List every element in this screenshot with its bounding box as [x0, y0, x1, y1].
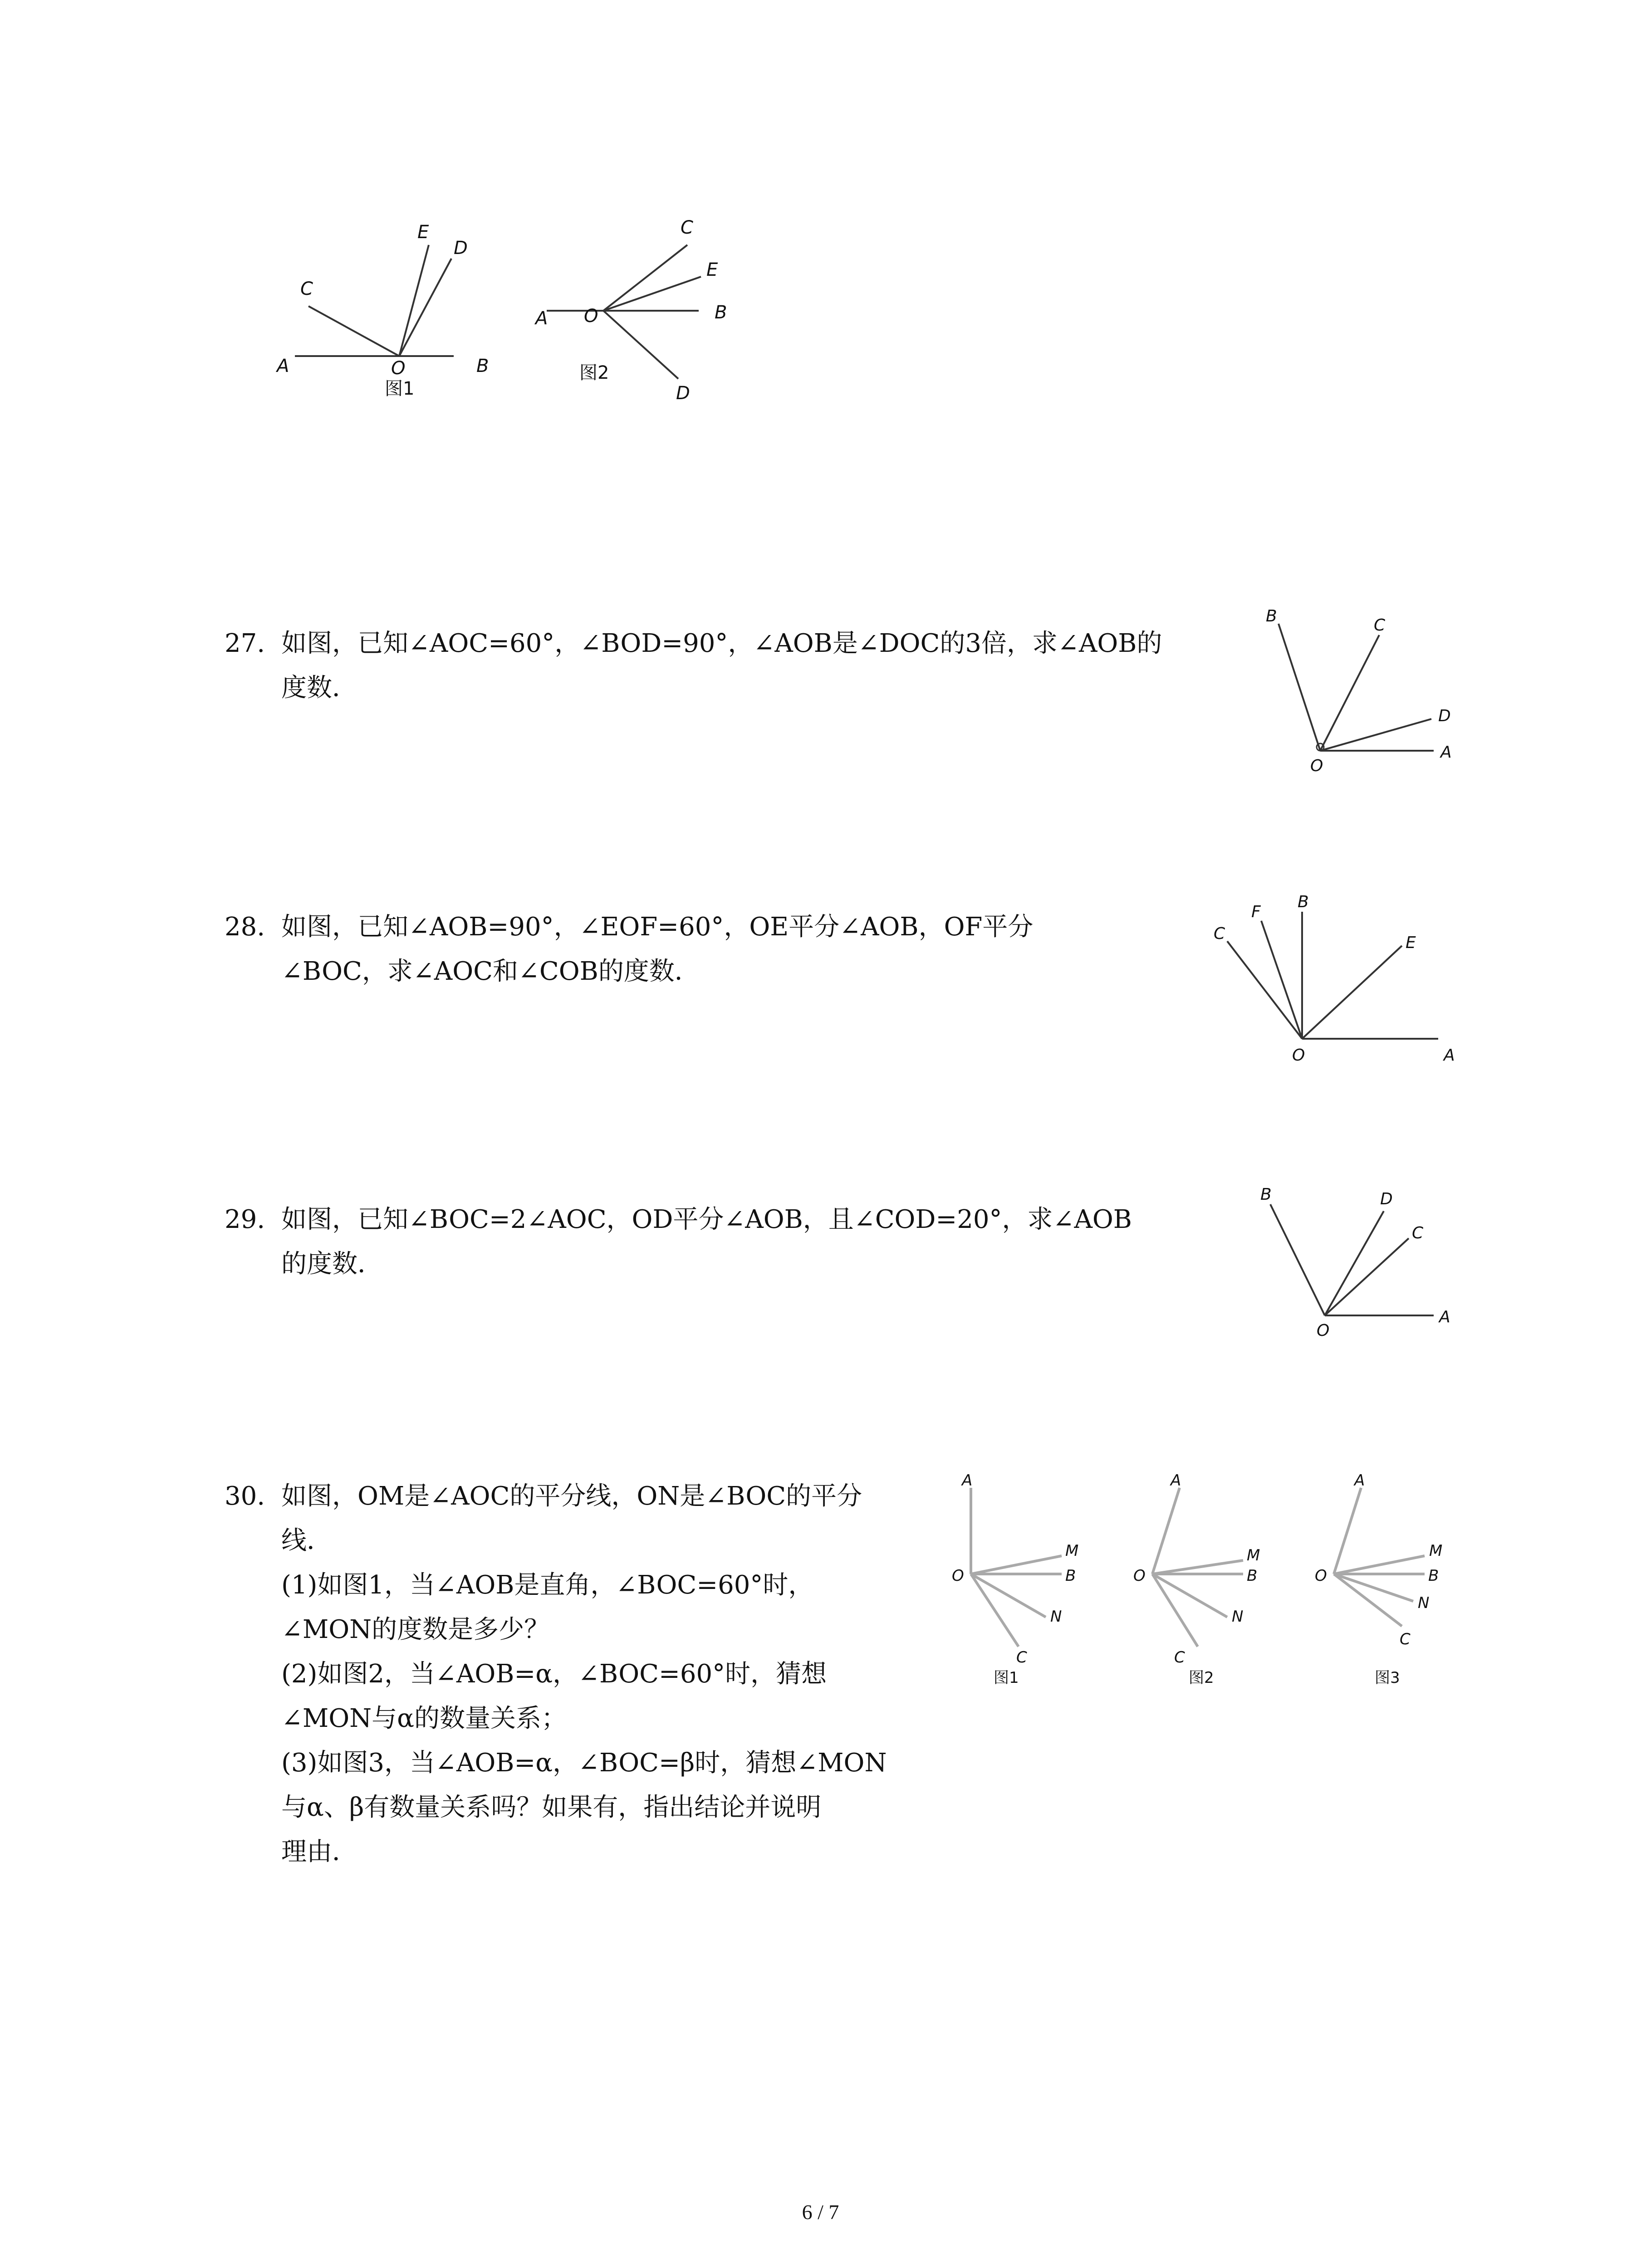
ray-on	[971, 1574, 1046, 1617]
problem-number: 29.	[225, 1205, 265, 1234]
figure-caption: 图2	[1189, 1669, 1214, 1687]
ray-od	[1320, 719, 1431, 751]
problem-number: 30.	[225, 1481, 265, 1511]
figure-caption: 图3	[1375, 1669, 1400, 1687]
problem-text-line: 如图，已知∠BOC=2∠AOC，OD平分∠AOB，且∠COD=20°，求∠AOB	[281, 1205, 1132, 1234]
label-a: A	[962, 1471, 973, 1490]
ray-oc	[1320, 635, 1379, 751]
problem-text-line: 度数．	[281, 673, 358, 703]
ray-oa	[1152, 1488, 1180, 1574]
problem-30-figure-1	[948, 1470, 1121, 1687]
ray-oe	[1302, 946, 1402, 1039]
label-b: B	[1260, 1185, 1272, 1204]
label-o: O	[1133, 1567, 1146, 1585]
ray-oc	[971, 1574, 1019, 1647]
ray-ob	[1279, 624, 1320, 751]
label-c: C	[300, 279, 313, 299]
label-b: B	[1065, 1567, 1076, 1585]
label-c: C	[1400, 1630, 1411, 1648]
problem-28-figure	[1202, 889, 1474, 1080]
label-a: A	[1440, 743, 1452, 762]
problem-text-line: (2)如图2，当∠AOB=α，∠BOC=60°时，猜想	[281, 1659, 827, 1689]
label-c: C	[1214, 924, 1225, 943]
label-c: C	[1374, 616, 1386, 635]
label-b: B	[1298, 893, 1309, 911]
problem-text-line: 的度数．	[281, 1249, 383, 1279]
problem-number: 28.	[225, 912, 265, 942]
ray-oc	[1334, 1574, 1402, 1626]
label-a: A	[1171, 1471, 1181, 1490]
ray-on	[1334, 1574, 1413, 1601]
problem-text-line: ∠BOC，求∠AOC和∠COB的度数．	[281, 957, 700, 986]
label-m: M	[1247, 1546, 1260, 1564]
ray-oe	[603, 277, 701, 311]
figure-caption: 图1	[994, 1669, 1019, 1687]
label-d: D	[1380, 1190, 1393, 1208]
problem-30-figure-2	[1125, 1470, 1298, 1687]
ray-oc	[1152, 1574, 1198, 1647]
label-d: D	[1438, 707, 1451, 725]
label-m: M	[1065, 1542, 1079, 1560]
ray-oe	[399, 245, 429, 356]
problem-29-figure	[1252, 1179, 1470, 1361]
ray-oc	[603, 245, 687, 311]
label-a: A	[1439, 1308, 1450, 1326]
problem-text-line: 与α、β有数量关系吗？如果有，指出结论并说明	[281, 1793, 822, 1822]
label-o: O	[1310, 757, 1323, 775]
ray-on	[1152, 1574, 1227, 1617]
label-e: E	[706, 259, 718, 280]
problem-text-line: 理由．	[281, 1837, 358, 1867]
problem-text-line: (1)如图1，当∠AOB是直角，∠BOC=60°时，	[281, 1570, 814, 1600]
ray-om	[971, 1556, 1062, 1574]
label-d: D	[676, 383, 690, 404]
page-number: 6 / 7	[802, 2200, 839, 2224]
label-a: A	[1444, 1046, 1455, 1065]
problem-text-line: 如图，已知∠AOC=60°，∠BOD=90°，∠AOB是∠DOC的3倍，求∠AOB的	[281, 629, 1162, 658]
problem-text-line: (3)如图3，当∠AOB=α，∠BOC=β时，猜想∠MON	[281, 1748, 887, 1778]
label-n: N	[1418, 1594, 1430, 1612]
label-b: B	[1266, 607, 1277, 626]
label-e: E	[417, 222, 429, 243]
label-o: O	[391, 358, 406, 379]
problem-text-line: 线．	[281, 1526, 332, 1555]
problem-text-line: 如图，已知∠AOB=90°，∠EOF=60°，OE平分∠AOB，OF平分	[281, 912, 1034, 942]
label-c: C	[1016, 1648, 1027, 1667]
ray-oa	[1334, 1488, 1361, 1574]
top-figure-1	[263, 218, 535, 408]
label-a: A	[1354, 1471, 1365, 1490]
ray-om	[1334, 1556, 1425, 1574]
label-a: A	[535, 308, 548, 329]
label-o: O	[1292, 1046, 1305, 1065]
ray-ob	[1270, 1204, 1325, 1315]
label-c: C	[1174, 1648, 1185, 1667]
label-b: B	[1247, 1567, 1258, 1585]
label-m: M	[1429, 1542, 1443, 1560]
label-o: O	[584, 306, 598, 327]
label-o: O	[952, 1567, 964, 1585]
label-e: E	[1406, 934, 1416, 952]
top-figure-2	[526, 213, 798, 422]
problem-30-figure-3	[1307, 1470, 1479, 1687]
label-o: O	[1315, 1567, 1327, 1585]
figure-caption: 图2	[579, 362, 609, 383]
label-d: D	[454, 238, 468, 259]
label-n: N	[1232, 1608, 1244, 1626]
ray-oc	[1325, 1238, 1409, 1315]
problem-27-figure	[1266, 608, 1470, 780]
ray-oc	[1227, 941, 1302, 1039]
ray-od	[399, 259, 451, 356]
ray-om	[1152, 1560, 1243, 1574]
ray-oc	[309, 306, 399, 356]
label-b: B	[476, 356, 489, 376]
ray-od	[603, 311, 678, 379]
label-c: C	[681, 217, 693, 238]
label-a: A	[277, 356, 289, 376]
problem-text-line: ∠MON与α的数量关系；	[281, 1704, 567, 1733]
label-n: N	[1050, 1608, 1062, 1626]
label-f: F	[1251, 903, 1261, 921]
problem-text-line: ∠MON的度数是多少？	[281, 1615, 550, 1644]
label-o: O	[1317, 1321, 1330, 1340]
label-c: C	[1412, 1224, 1424, 1242]
problem-number: 27.	[225, 629, 265, 658]
ray-od	[1325, 1211, 1384, 1315]
label-b: B	[715, 302, 727, 323]
figure-caption: 图1	[385, 378, 415, 399]
label-b: B	[1428, 1567, 1439, 1585]
ray-of	[1261, 921, 1302, 1039]
problem-text-line: 如图，OM是∠AOC的平分线，ON是∠BOC的平分	[281, 1481, 862, 1511]
